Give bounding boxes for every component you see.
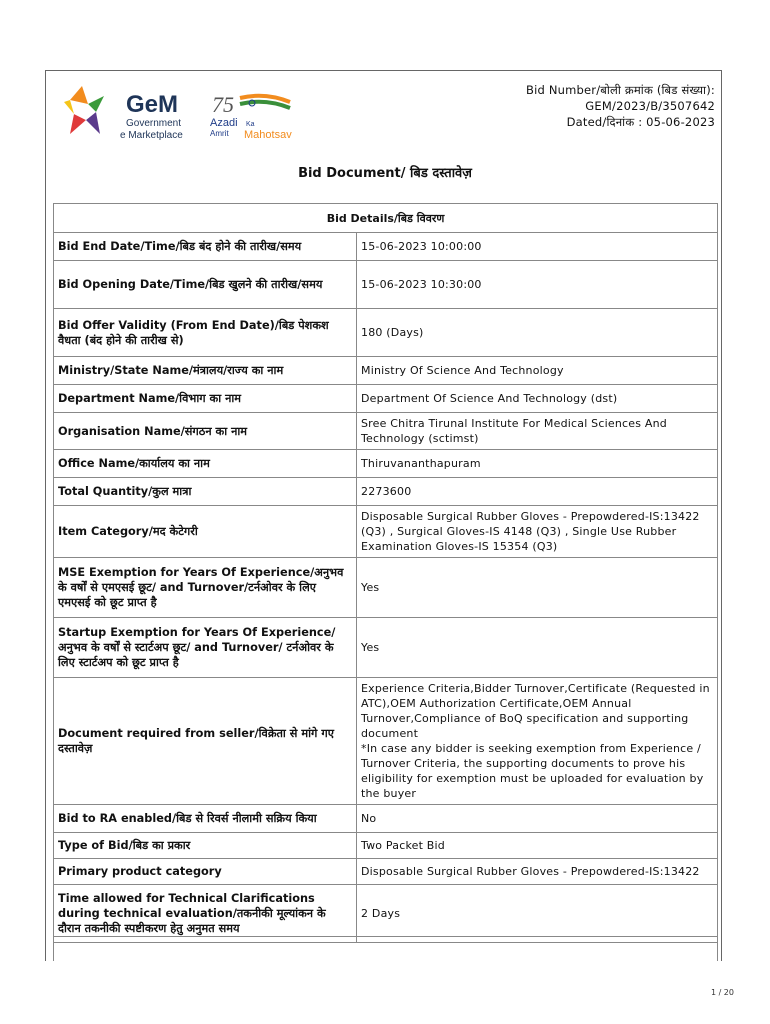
table-row	[54, 885, 718, 943]
row-key: Type of Bid/बिड का प्रकार	[54, 833, 357, 859]
table-row	[54, 558, 718, 618]
bid-meta	[526, 82, 715, 130]
table-row	[54, 261, 718, 309]
row-value: 15-06-2023 10:30:00	[357, 261, 718, 309]
table-row	[54, 506, 718, 558]
dated-value: 05-06-2023	[646, 115, 715, 129]
row-key: Bid to RA enabled/बिड से रिवर्स नीलामी सक्रिय किया	[54, 805, 357, 833]
row-value: Experience Criteria,Bidder Turnover,Certificate (Requested in ATC),OEM Authorization Certificate,OEM Annual Turnover,Compliance of BoQ specification and supporting document *In case any bidder is seeking exemption from Experience / Turnover Criteria, the supporting documents to prove his eligibility for exemption must be uploaded for evaluation by the buyer	[357, 678, 718, 805]
svg-text:Amrit: Amrit	[210, 129, 229, 138]
table-row	[54, 385, 718, 413]
row-key: Office Name/कार्यालय का नाम	[54, 450, 357, 478]
row-key: Department Name/विभाग का नाम	[54, 385, 357, 413]
page-number: 1 / 20	[710, 988, 734, 997]
table-row	[54, 357, 718, 385]
row-key: MSE Exemption for Years Of Experience/अनुभव के वर्षों से एमएसई छूट/ and Turnover/टर्नओवर के लिए एमएसई को छूट प्राप्त है	[54, 558, 357, 618]
row-key: Ministry/State Name/मंत्रालय/राज्य का नाम	[54, 357, 357, 385]
row-key: Primary product category	[54, 859, 357, 885]
table-row	[54, 678, 718, 805]
row-key: Total Quantity/कुल मात्रा	[54, 478, 357, 506]
row-key: Item Category/मद केटेगरी	[54, 506, 357, 558]
row-key: Bid Opening Date/Time/बिड खुलने की तारीख/समय	[54, 261, 357, 309]
row-value: 180 (Days)	[357, 309, 718, 357]
svg-text:Azadi: Azadi	[210, 117, 238, 129]
row-value: Disposable Surgical Rubber Gloves - Prepowdered-IS:13422 (Q3) , Surgical Gloves-IS 4148 (Q3) , Single Use Rubber Examination Gloves-IS 15354 (Q3)	[357, 506, 718, 558]
table-row	[54, 618, 718, 678]
gem-logo	[60, 82, 200, 144]
gem-star-icon	[60, 82, 200, 144]
svg-text:GeM: GeM	[126, 91, 179, 118]
next-section-box	[53, 936, 718, 961]
row-value: 15-06-2023 10:00:00	[357, 233, 718, 261]
section-title: Bid Details/बिड विवरण	[54, 204, 718, 233]
azadi-ka-amrit-mahotsav-logo	[210, 90, 320, 140]
row-value: Two Packet Bid	[357, 833, 718, 859]
row-key: Document required from seller/विक्रेता से मांगे गए दस्तावेज़	[54, 678, 357, 805]
svg-text:Government: Government	[126, 118, 182, 129]
row-value: Disposable Surgical Rubber Gloves - Prepowdered-IS:13422	[357, 859, 718, 885]
row-key: Organisation Name/संगठन का नाम	[54, 413, 357, 450]
row-value: Thiruvananthapuram	[357, 450, 718, 478]
svg-text:Mahotsav: Mahotsav	[244, 129, 292, 140]
document-title: Bid Document/ बिड दस्तावेज़	[298, 166, 472, 181]
row-value: Sree Chitra Tirunal Institute For Medical Sciences And Technology (sctimst)	[357, 413, 718, 450]
table-row	[54, 859, 718, 885]
svg-text:Ka: Ka	[246, 121, 255, 128]
row-value: Ministry Of Science And Technology	[357, 357, 718, 385]
row-value: 2 Days	[357, 885, 718, 943]
table-row	[54, 833, 718, 859]
table-row	[54, 805, 718, 833]
row-value: Yes	[357, 618, 718, 678]
row-key: Startup Exemption for Years Of Experience/अनुभव के वर्षों से स्टार्टअप छूट/ and Turnover/ टर्नओवर के लिए स्टार्टअप को छूट प्राप्त है	[54, 618, 357, 678]
table-row	[54, 233, 718, 261]
row-value: Yes	[357, 558, 718, 618]
svg-text:e Marketplace: e Marketplace	[120, 130, 183, 141]
table-row	[54, 478, 718, 506]
svg-text:75: 75	[212, 92, 234, 117]
bid-details-table	[53, 203, 718, 943]
row-value: No	[357, 805, 718, 833]
azadi-emblem-icon	[210, 90, 320, 140]
table-row	[54, 450, 718, 478]
row-value: 2273600	[357, 478, 718, 506]
bid-number: GEM/2023/B/3507642	[585, 99, 715, 113]
row-key: Bid End Date/Time/बिड बंद होने की तारीख/समय	[54, 233, 357, 261]
table-row	[54, 309, 718, 357]
document-header	[60, 78, 715, 148]
table-row	[54, 413, 718, 450]
dated-label: Dated/दिनांक :	[566, 115, 643, 129]
bid-number-label: Bid Number/बोली क्रमांक (बिड संख्या):	[525, 83, 715, 97]
dated-line	[526, 114, 715, 130]
row-key: Bid Offer Validity (From End Date)/बिड पेशकश वैधता (बंद होने की तारीख से)	[54, 309, 357, 357]
row-value: Department Of Science And Technology (dst)	[357, 385, 718, 413]
row-key: Time allowed for Technical Clarifications during technical evaluation/तकनीकी मूल्यांकन के दौरान तकनीकी स्पष्टीकरण हेतु अनुमत समय	[54, 885, 357, 943]
